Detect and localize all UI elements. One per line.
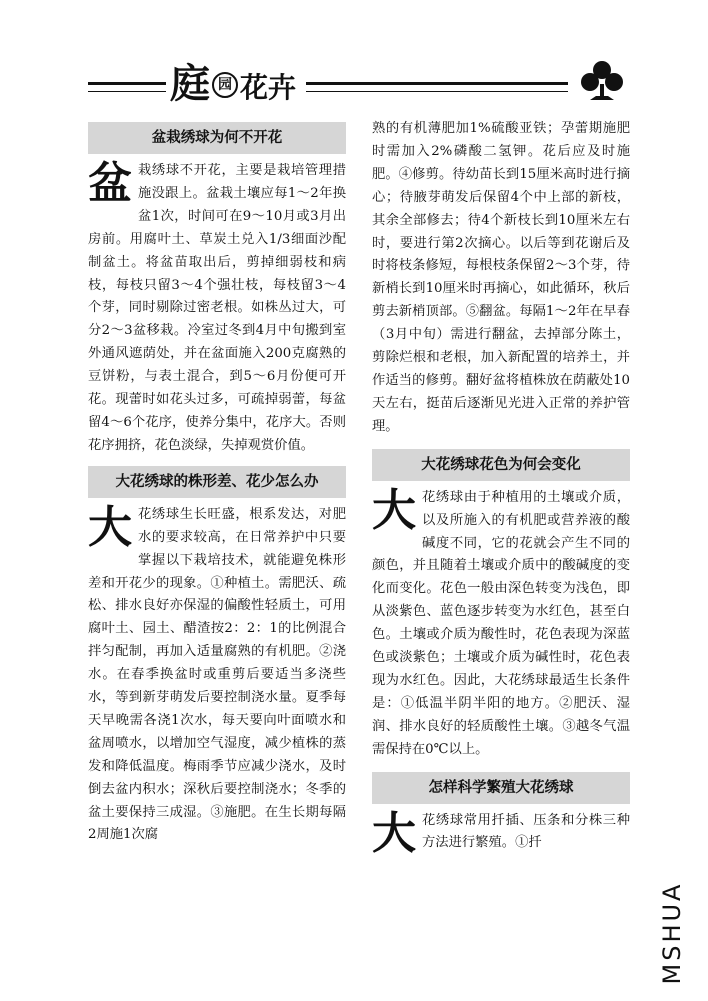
- article-2-continued: [372, 118, 630, 439]
- brand-char-ting: 庭: [170, 60, 210, 107]
- article-2: [88, 501, 346, 848]
- article-2-text-right: 熟的有机薄肥加1%硫酸亚铁；孕蕾期施肥时需加入2%磷酸二氢钾。花后应及时施肥。④修剪。待幼苗长到15厘米高时进行摘心；待腋芽萌发后保留4个中上部的新枝，其余全部修去；待4个新枝长到10厘米左右时，要进行第2次摘心。以后等到花谢后及时将枝条修短，每根枝条保留2～3个芽，待新梢长到10厘米时再摘心，如此循环，秋后剪去新梢顶部。⑤翻盆。每隔1～2年在早春（3月中旬）需进行翻盆，去掉部分陈土，剪除烂根和老根，加入新配置的培养土，并作适当的修剪。翻好盆将植株放在荫蔽处10天左右，挺苗后逐渐见光进入正常的养护管理。: [372, 121, 630, 434]
- article-3: [372, 484, 630, 762]
- drop-cap-4: 大: [372, 807, 416, 859]
- article-1: [88, 160, 346, 458]
- section-header: [88, 58, 628, 112]
- article-3-text: 花绣球由于种植用的土壤或介质，以及所施入的有机肥或营养液的酸碱度不同，它的花就会产生不同的颜色，并且随着土壤或介质中的酸碱度的变化而变化。花色一般由深色转变为浅色，即从淡紫色、蓝色逐步转变为水红色，甚至白色。土壤或介质为酸性时，花色表现为深蓝色或淡紫色；土壤或介质为碱性时，花色表现为水红色。因此，大花绣球最适生长条件是：①低温半阴半阳的地方。②肥沃、湿润、排水良好的轻质酸性土壤。③越冬气温需保持在0℃以上。: [372, 489, 630, 757]
- left-column: [88, 118, 346, 847]
- header-rule-right: [306, 82, 568, 92]
- section-title-1: 盆栽绣球为何不开花: [88, 122, 346, 154]
- section-title-2: 大花绣球的株形差、花少怎么办: [88, 466, 346, 498]
- drop-cap-2: 大: [88, 501, 132, 553]
- article-1-text: 栽绣球不开花，主要是栽培管理措施没跟上。盆栽土壤应每1～2年换盆1次，时间可在9～10月或3月出房前。用腐叶土、草炭土兑入1/3细面沙配制盆土。将盆苗取出后，剪掉细弱枝和病枝，每枝只留3～4个强壮枝，每枝留3～4个芽，同时剔除过密老根。如株丛过大，可分2～3盆移栽。冷室过冬到4月中旬搬到室外通风遮荫处，并在盆面施入200克腐熟的豆饼粉，与表土混合，到5～6月份便可开花。现蕾时如花头过多，可疏掉弱蕾，每盆留4～6个花序，使养分集中，花序大。否则花序拥挤，花色淡绿，失掉观赏价值。: [88, 163, 346, 453]
- article-2-text-left: 花绣球生长旺盛，根系发达，对肥水的要求较高，在日常养护中只要掌握以下栽培技术，就能避免株形差和开花少的现象。①种植土。需肥沃、疏松、排水良好亦保湿的偏酸性轻质土，可用腐叶土、园土、醋渣按2：2：1的比例混合拌匀配制，再加入适量腐熟的有机肥。②浇水。在春季换盆时或重剪后要适当多浇些水，等到新芽萌发后要控制浇水量。夏季每天早晚需各浇1次水，每天要向叶面喷水和盆周喷水，以增加空气湿度，减少植株的蒸发和降低温度。梅雨季节应减少浇水，及时倒去盆内积水；深秋后要控制浇水；冬季的盆土要保持三成湿。③施肥。在生长期每隔2周施1次腐: [88, 506, 346, 843]
- clover-icon: [578, 58, 626, 104]
- header-rule-left: [88, 82, 166, 92]
- drop-cap-1: 盆: [88, 158, 132, 209]
- drop-cap-3: 大: [372, 484, 416, 536]
- right-column: [372, 118, 630, 859]
- article-4-text: 花绣球常用扦插、压条和分株三种方法进行繁殖。①扦: [422, 812, 630, 851]
- brand-char-huahui: 花卉: [240, 71, 297, 104]
- watermark: MSHUA: [658, 881, 686, 985]
- article-4: [372, 807, 630, 859]
- brand-char-yuan: 园: [212, 72, 238, 98]
- section-title-3: 大花绣球花色为何会变化: [372, 449, 630, 481]
- section-title-4: 怎样科学繁殖大花绣球: [372, 772, 630, 804]
- column-brand: [170, 58, 296, 106]
